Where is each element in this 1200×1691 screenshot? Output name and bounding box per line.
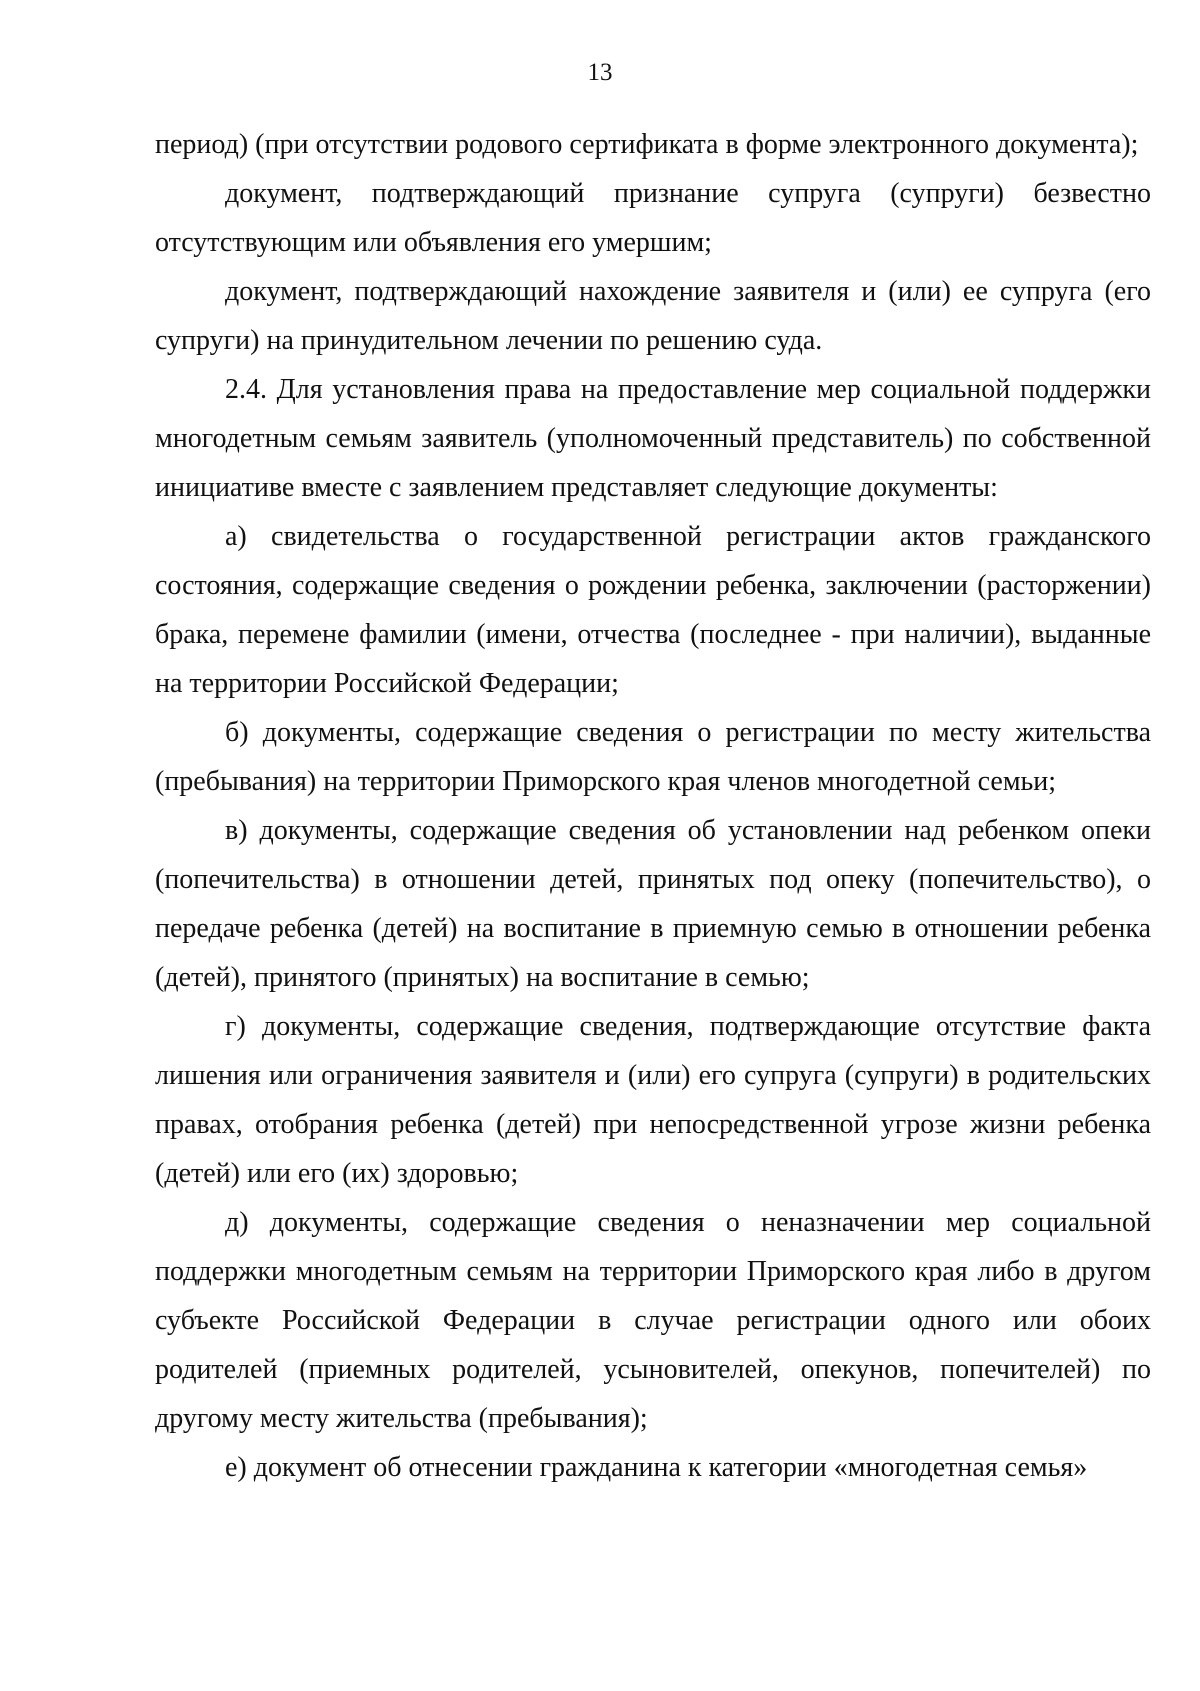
list-item-b: б) документы, содержащие сведения о регистрации по месту жительства (пребывания) на территории Приморского края членов многодетной семьи;: [155, 717, 1151, 797]
list-item-e: е) документ об отнесении гражданина к категории «многодетная семья»: [225, 1452, 1088, 1483]
list-item-a: а) свидетельства о государственной регистрации актов гражданского состояния, содержащие сведения о рождении ребенка, заключении (расторжении) брака, перемене фамилии (имени, отчества (последнее - при наличии), выданные на территории Российской Федерации;: [155, 521, 1151, 699]
page-number: 13: [587, 59, 613, 86]
paragraph-continuation: период) (при отсутствии родового сертификата в форме электронного документа);: [155, 129, 1139, 160]
paragraph-section-2-4: 2.4. Для установления права на предоставление мер социальной поддержки многодетным семьям заявитель (уполномоченный представитель) по собственной инициативе вместе с заявлением представляет следующие документы:: [155, 374, 1151, 503]
paragraph-compulsory-treatment: документ, подтверждающий нахождение заявителя и (или) ее супруга (его супруги) на принудительном лечении по решению суда.: [155, 276, 1151, 356]
list-item-v: в) документы, содержащие сведения об установлении над ребенком опеки (попечительства) в отношении детей, принятых под опеку (попечительство), о передаче ребенка (детей) на воспитание в приемную семью в отношении ребенка (детей), принятого (принятых) на воспитание в семью;: [155, 815, 1151, 993]
document-body: [155, 120, 1151, 1492]
list-item-g: г) документы, содержащие сведения, подтверждающие отсутствие факта лишения или ограничения заявителя и (или) его супруга (супруги) в родительских правах, отобрания ребенка (детей) при непосредственной угрозе жизни ребенка (детей) или его (их) здоровью;: [155, 1011, 1151, 1189]
paragraph-spouse-missing: документ, подтверждающий признание супруга (супруги) безвестно отсутствующим или объявления его умершим;: [155, 178, 1151, 258]
list-item-d: д) документы, содержащие сведения о неназначении мер социальной поддержки многодетным семьям на территории Приморского края либо в другом субъекте Российской Федерации в случае регистрации одного или обоих родителей (приемных родителей, усыновителей, опекунов, попечителей) по другому месту жительства (пребывания);: [155, 1207, 1151, 1434]
